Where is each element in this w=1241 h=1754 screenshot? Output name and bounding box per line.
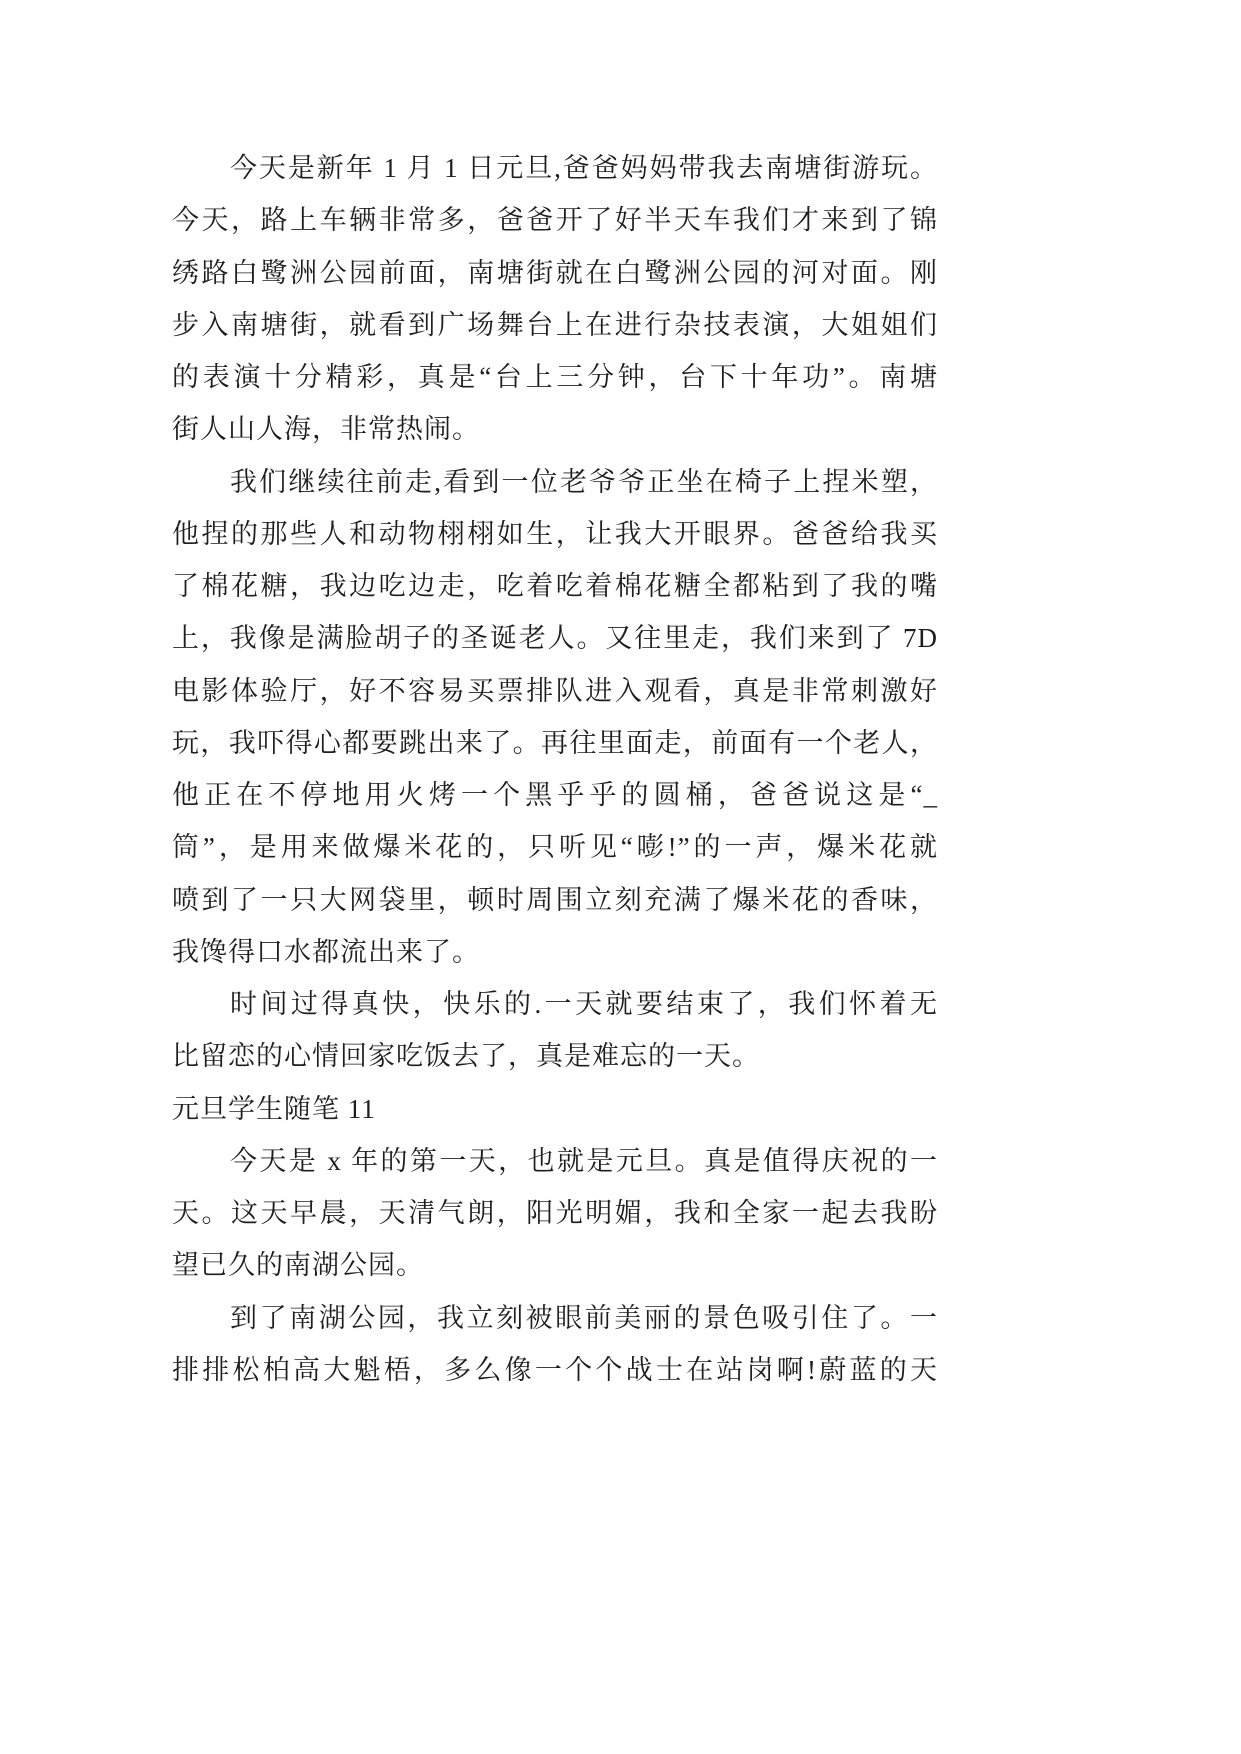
- text-line: 街人山人海，非常热闹。: [172, 414, 480, 445]
- text-line: 我们继续往前走,看到一位老爷爷正坐在椅子上捏米塑，: [230, 466, 938, 497]
- text-line: 他捏的那些人和动物栩栩如生，让我大开眼界。爸爸给我买: [172, 518, 938, 549]
- text-line: 今天，路上车辆非常多，爸爸开了好半天车我们才来到了锦: [172, 205, 938, 236]
- text-line: 他正在不停地用火烤一个黑乎乎的圆桶，爸爸说这是“_: [172, 780, 938, 810]
- paragraph: [172, 456, 938, 979]
- text-line: 今天是 x 年的第一天，也就是元旦。真是值得庆祝的一: [230, 1145, 938, 1176]
- text-line: 今天是新年 1 月 1 日元旦,爸爸妈妈带我去南塘街游玩。: [230, 153, 938, 183]
- text-line: 比留恋的心情回家吃饭去了，真是难忘的一天。: [172, 1041, 760, 1072]
- text-line: 我馋得口水都流出来了。: [172, 936, 480, 967]
- text-line: 玩，我吓得心都要跳出来了。再往里面走，前面有一个老人，: [172, 727, 938, 758]
- text-line: 排排松柏高大魁梧，多么像一个个战士在站岗啊!蔚蓝的天: [172, 1354, 938, 1385]
- paragraph: [172, 142, 938, 456]
- text-line: 喷到了一只大网袋里，顿时周围立刻充满了爆米花的香味，: [172, 884, 938, 915]
- paragraph: [172, 1292, 938, 1397]
- text-line: 上，我像是满脸胡子的圣诞老人。又往里走，我们来到了 7D: [172, 623, 938, 654]
- text-line: 绣路白鹭洲公园前面，南塘街就在白鹭洲公园的河对面。刚: [172, 257, 938, 288]
- text-line: 天。这天早晨，天清气朗，阳光明媚，我和全家一起去我盼: [172, 1198, 938, 1228]
- text-line: 了棉花糖，我边吃边走，吃着吃着棉花糖全都粘到了我的嘴: [172, 571, 938, 601]
- text-line: 时间过得真快，快乐的.一天就要结束了，我们怀着无: [230, 989, 938, 1019]
- text-line: 电影体验厅，好不容易买票排队进入观看，真是非常刺激好: [172, 675, 938, 706]
- text-line: 望已久的南湖公园。: [172, 1250, 424, 1281]
- text-line: 到了南湖公园，我立刻被眼前美丽的景色吸引住了。一: [230, 1302, 938, 1333]
- paragraph: [172, 1135, 938, 1292]
- text-line: 步入南塘街，就看到广场舞台上在进行杂技表演，大姐姐们: [172, 309, 938, 340]
- text-line: 的表演十分精彩，真是“台上三分钟，台下十年功”。南塘: [172, 362, 938, 392]
- paragraph: [172, 978, 938, 1083]
- section-heading: 元旦学生随笔 11: [172, 1093, 376, 1124]
- text-line: 筒”，是用来做爆米花的，只听见“嘭!”的一声，爆米花就: [172, 832, 938, 863]
- document-body: [172, 142, 938, 1396]
